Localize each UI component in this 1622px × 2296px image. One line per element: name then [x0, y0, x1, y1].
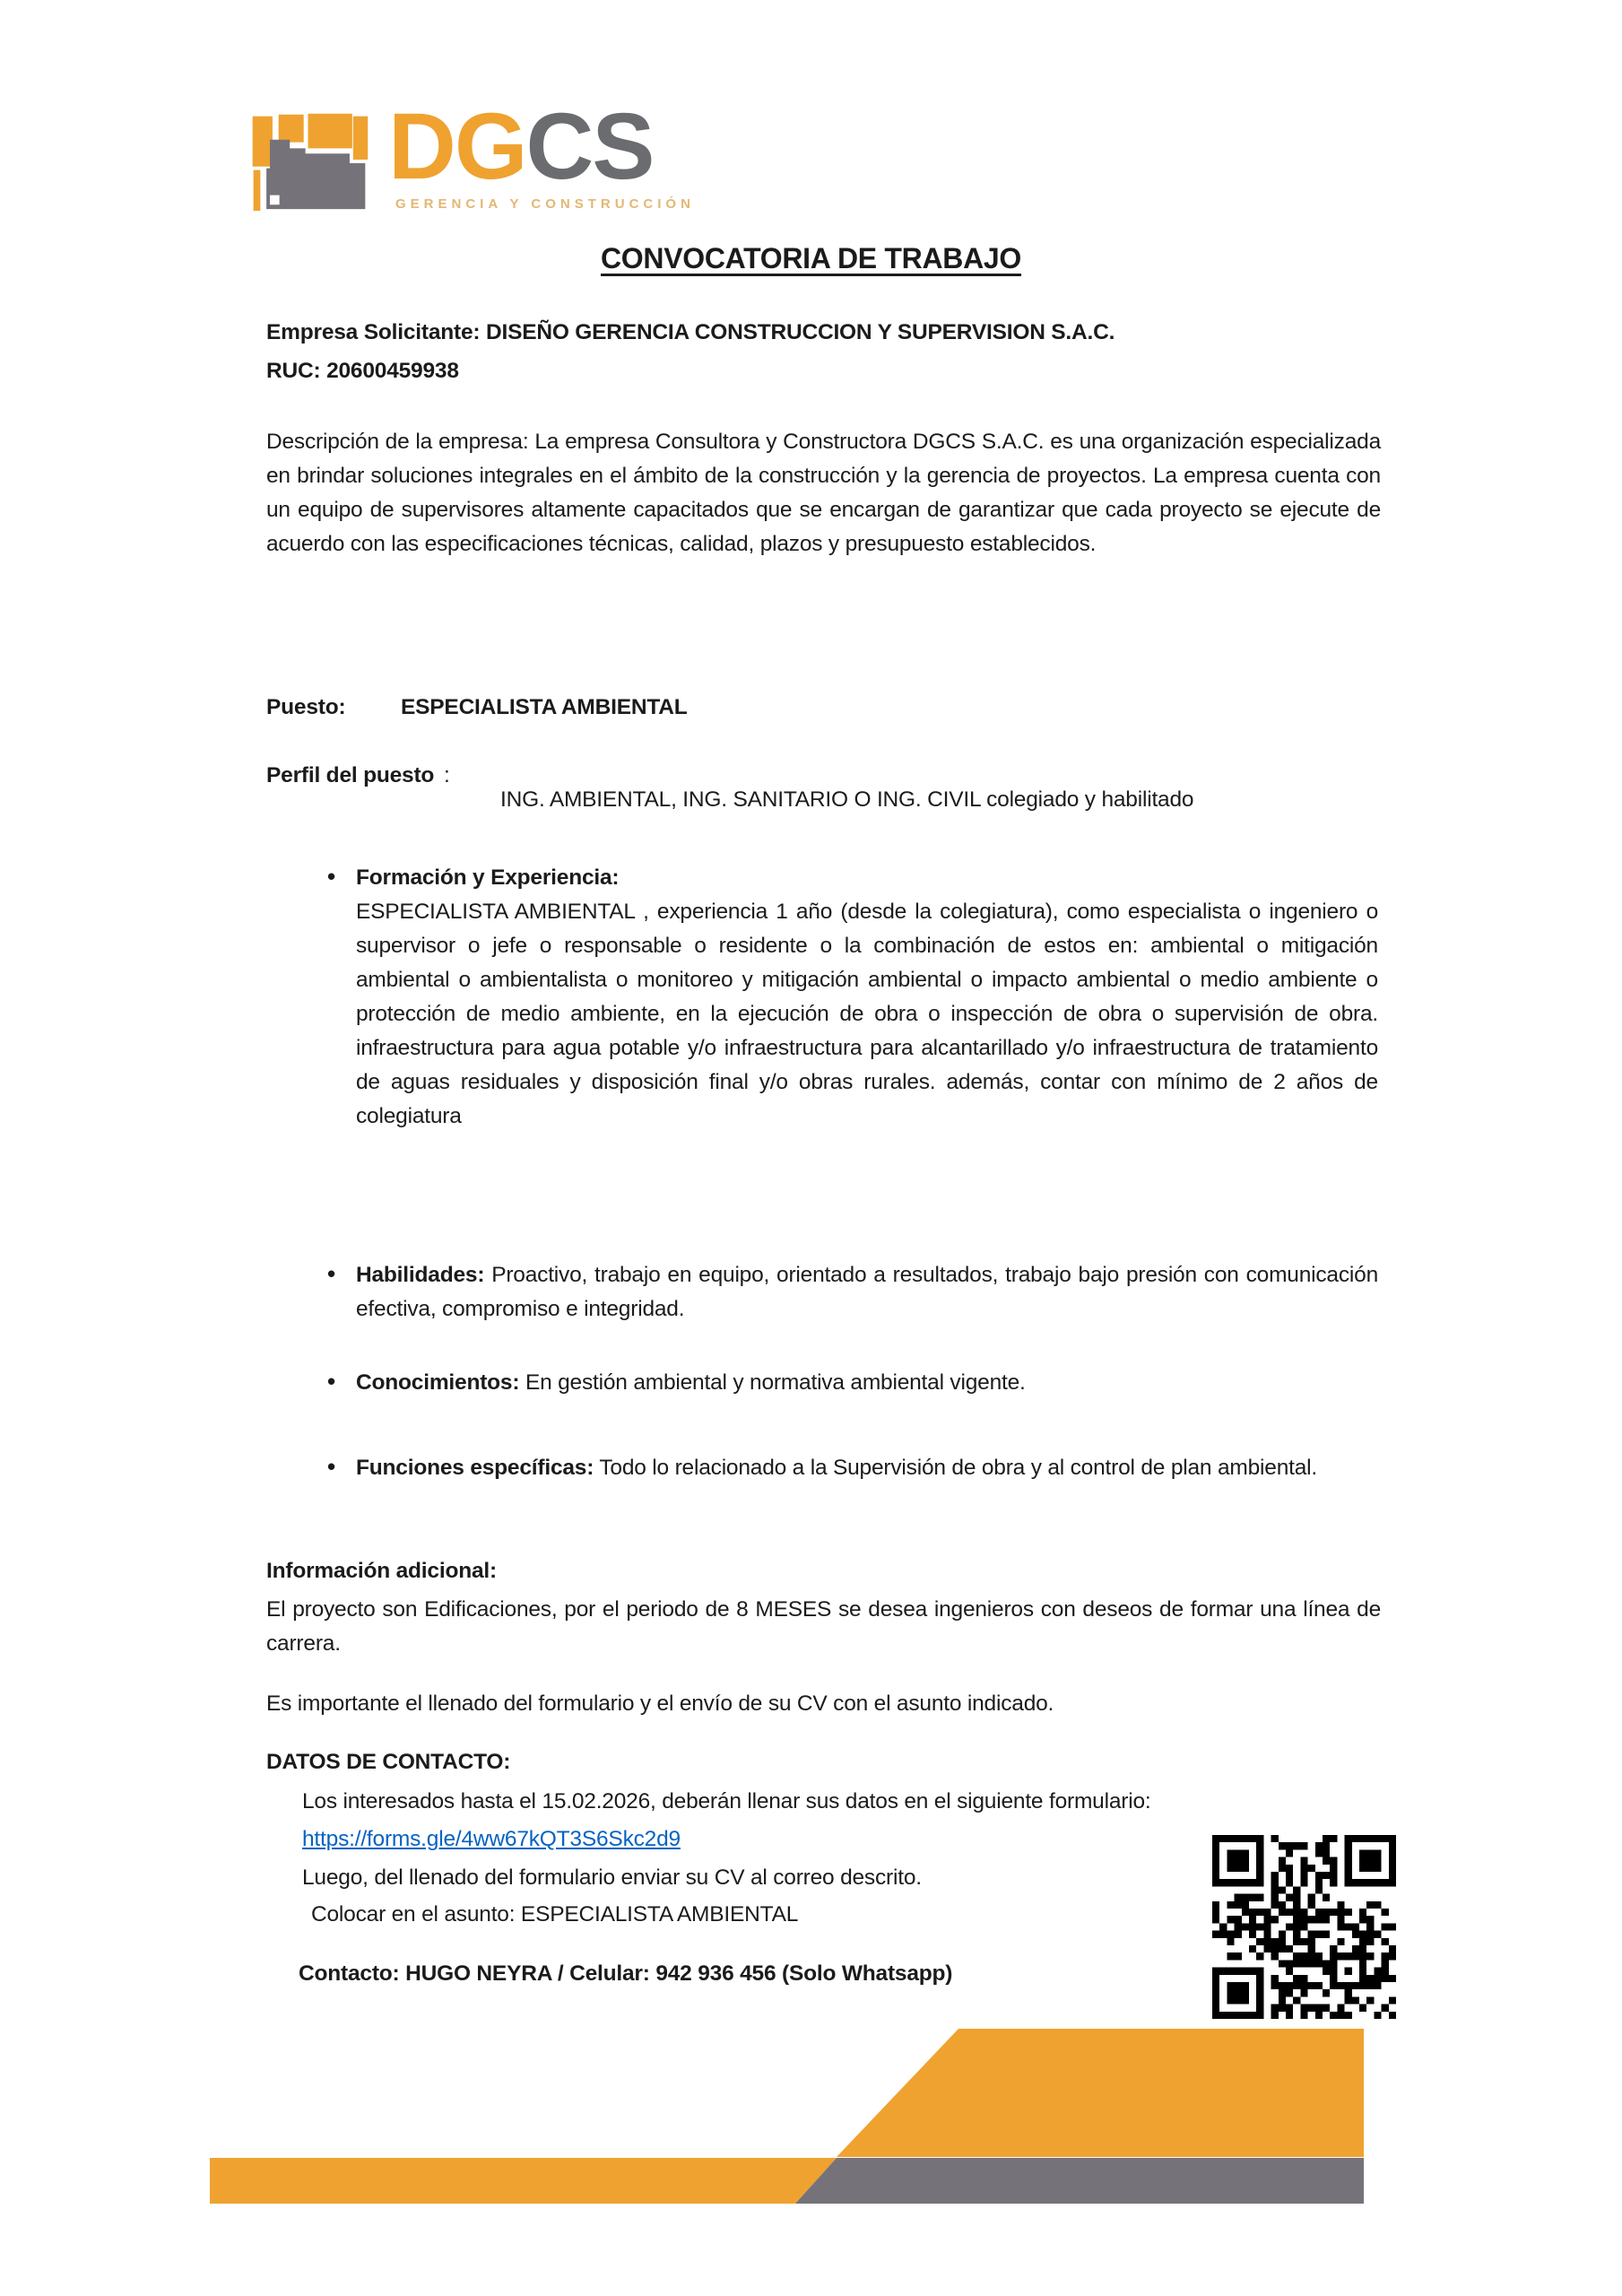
empresa-line — [266, 316, 1381, 350]
perfil-label: Perfil del puesto — [266, 763, 435, 787]
company-description: Descripción de la empresa: La empresa Consultora y Constructora DGCS S.A.C. es una organización especializada en brindar soluciones integrales en el ámbito de la construcción y la gerencia de proyectos. La empresa cuenta con un equipo de supervisores altamente capacitados que se encargan de garantizar que cada proyecto se ejecute de acuerdo con las especificaciones técnicas, calidad, plazos y presupuesto establecidos. — [266, 430, 1381, 556]
logo-bricks-icon — [244, 104, 374, 213]
ruc-line — [266, 354, 1381, 388]
perfil-line — [266, 759, 1381, 831]
bullet-marker: • — [327, 1453, 336, 1480]
empresa-label: Empresa Solicitante: — [266, 320, 481, 344]
logo-subtitle: GERENCIA Y CONSTRUCCIÓN — [395, 196, 695, 212]
contacto-line1: Los interesados hasta el 15.02.2026, deberán llenar sus datos en el siguiente formulario: — [302, 1789, 1151, 1813]
habilidades-label: Habilidades: — [356, 1263, 485, 1287]
habilidades-text: Proactivo, trabajo en equipo, orientado a resultados, trabajo bajo presión con comunicación efectiva, compromiso e integridad. — [356, 1263, 1378, 1321]
empresa-value: DISEÑO GERENCIA CONSTRUCCION Y SUPERVISION S.A.C. — [485, 320, 1115, 344]
perfil-colon: : — [444, 763, 450, 787]
puesto-label: Puesto: — [266, 695, 346, 719]
qr-code — [1212, 1835, 1396, 2019]
funciones-item — [356, 1451, 1378, 1485]
puesto-value: ESPECIALISTA AMBIENTAL — [401, 695, 688, 719]
info-adicional-p1: El proyecto son Edificaciones, por el periodo de 8 MESES se desea ingenieros con deseos de formar una línea de carrera. — [266, 1597, 1381, 1656]
contacto-line4: Contacto: HUGO NEYRA / Celular: 942 936 456 (Solo Whatsapp) — [299, 1961, 953, 1986]
logo-dg-text: DG — [388, 94, 526, 199]
company-logo — [238, 96, 704, 226]
footer-gray-bar — [795, 2158, 1364, 2204]
funciones-label: Funciones específicas: — [356, 1456, 594, 1480]
bullet-marker: • — [327, 1368, 336, 1395]
contacto-heading: DATOS DE CONTACTO: — [266, 1750, 511, 1774]
habilidades-item — [356, 1258, 1378, 1326]
page-title: CONVOCATORIA DE TRABAJO — [601, 242, 1021, 274]
ruc-label: RUC: — [266, 359, 321, 383]
contacto-line2: Luego, del llenado del formulario enviar su CV al correo descrito. — [302, 1866, 922, 1890]
footer-decoration — [0, 2018, 1622, 2296]
formacion-text: ESPECIALISTA AMBIENTAL , experiencia 1 año (desde la colegiatura), como especialista o ingeniero o supervisor o jefe o responsable o residente o la combinación de estos en: ambiental o mitigación ambiental o ambientalista o monitoreo y mitigación ambiental o impacto ambiental o medio ambiente o protección de medio ambiente, en la ejecución de obra o inspección de obra o supervisión de obra. infraestructura para agua potable y/o infraestructura para alcantarillado y/o infraestructura de tratamiento de aguas residuales y disposición final y/o obras rurales. además, contar con mínimo de 2 años de colegiatura — [356, 900, 1378, 1128]
bullet-marker: • — [327, 863, 336, 890]
funciones-text: Todo lo relacionado a la Supervisión de obra y al control de plan ambiental. — [599, 1456, 1317, 1480]
conocimientos-text: En gestión ambiental y normativa ambiental vigente. — [525, 1370, 1026, 1395]
formacion-heading: Formación y Experiencia: — [356, 865, 620, 890]
footer-orange-bar — [210, 2158, 837, 2204]
info-adicional-heading: Información adicional: — [266, 1559, 497, 1583]
logo-wordmark — [388, 94, 654, 199]
conocimientos-label: Conocimientos: — [356, 1370, 520, 1395]
contacto-line3: Colocar en el asunto: ESPECIALISTA AMBIENTAL — [311, 1902, 799, 1926]
form-link[interactable]: https://forms.gle/4ww67kQT3S6Skc2d9 — [302, 1827, 681, 1851]
info-adicional-p2: Es importante el llenado del formulario y el envío de su CV con el asunto indicado. — [266, 1692, 1054, 1716]
conocimientos-item — [356, 1366, 1378, 1400]
footer-orange-trapezoid — [837, 2029, 1364, 2157]
logo-cs-text: CS — [525, 94, 654, 199]
perfil-value: ING. AMBIENTAL, ING. SANITARIO O ING. CIVIL colegiado y habilitado — [500, 787, 1194, 812]
ruc-value: 20600459938 — [326, 359, 459, 383]
bullet-marker: • — [327, 1260, 336, 1287]
